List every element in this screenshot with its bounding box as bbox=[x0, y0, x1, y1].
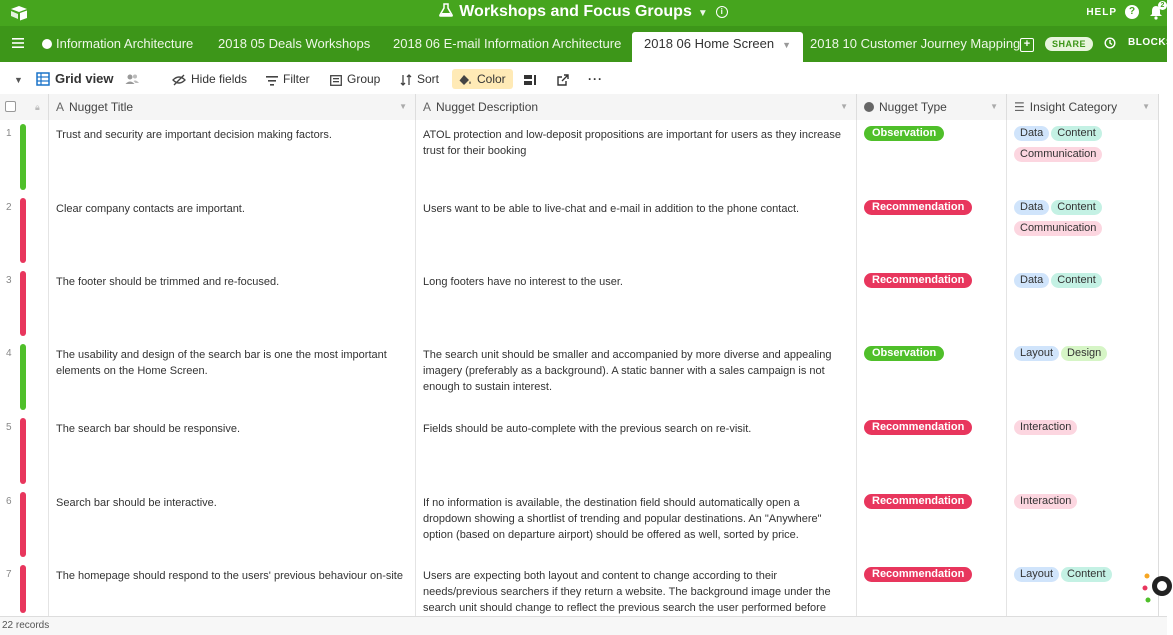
category-tag: Content bbox=[1051, 126, 1102, 141]
type-cell[interactable] bbox=[856, 120, 1007, 194]
description-cell[interactable] bbox=[415, 267, 857, 340]
table-tabs bbox=[0, 26, 1173, 62]
nugget-description: Users want to be able to live-chat and e-mail in addition to the phone contact. bbox=[423, 203, 800, 215]
description-cell[interactable] bbox=[415, 414, 857, 488]
row-color-stripe bbox=[20, 271, 26, 336]
chevron-down-icon[interactable]: ▼ bbox=[990, 102, 998, 111]
type-tag: Observation bbox=[864, 126, 944, 141]
tab-label: 2018 10 Customer Journey Mapping bbox=[810, 36, 1021, 51]
category-tag: Communication bbox=[1014, 147, 1102, 162]
app-header bbox=[0, 0, 1167, 26]
description-cell[interactable] bbox=[415, 488, 857, 561]
row-color-stripe bbox=[20, 124, 26, 190]
color-label: Color bbox=[477, 72, 506, 86]
row-number: 2 bbox=[6, 202, 12, 213]
category-tag: Content bbox=[1061, 567, 1112, 582]
title-cell[interactable] bbox=[48, 267, 416, 340]
tab-information-architecture[interactable] bbox=[42, 34, 193, 62]
description-cell[interactable] bbox=[415, 340, 857, 414]
category-tag: Interaction bbox=[1014, 420, 1077, 435]
type-cell[interactable] bbox=[856, 488, 1007, 561]
hide-fields-label: Hide fields bbox=[191, 72, 248, 86]
nugget-description: ATOL protection and low-deposit propositions are important for users as they increase trust for their booking bbox=[423, 129, 842, 157]
base-title[interactable] bbox=[0, 3, 1167, 21]
row-number: 3 bbox=[6, 275, 12, 286]
nugget-title: Trust and security are important decision making factors. bbox=[56, 129, 332, 141]
table-row[interactable] bbox=[0, 120, 1167, 195]
type-cell[interactable] bbox=[856, 340, 1007, 414]
view-name: Grid view bbox=[55, 71, 114, 86]
chevron-down-icon[interactable]: ▼ bbox=[840, 102, 848, 111]
hide-fields-button[interactable] bbox=[172, 69, 247, 89]
title-cell[interactable] bbox=[48, 488, 416, 561]
grid-footer bbox=[0, 616, 1167, 635]
lock-icon: 🔒︎ bbox=[35, 102, 40, 112]
category-cell[interactable] bbox=[1006, 120, 1159, 194]
row-color-stripe bbox=[20, 565, 26, 613]
tab-customer-journey[interactable] bbox=[810, 34, 1020, 62]
category-cell[interactable] bbox=[1006, 414, 1159, 488]
help-label[interactable]: HELP bbox=[1086, 7, 1117, 18]
title-cell[interactable] bbox=[48, 120, 416, 194]
info-icon[interactable]: i bbox=[716, 6, 728, 18]
single-select-icon bbox=[864, 102, 874, 112]
filter-label: Filter bbox=[283, 72, 310, 86]
collaborators-icon[interactable] bbox=[124, 69, 145, 89]
row-index-cell[interactable] bbox=[0, 340, 49, 414]
paint-bucket-icon bbox=[459, 74, 472, 86]
category-tag: Content bbox=[1051, 200, 1102, 215]
tab-label: 2018 05 Deals Workshops bbox=[218, 36, 371, 51]
scroll-edge bbox=[1158, 94, 1168, 616]
title-cell[interactable] bbox=[48, 561, 416, 617]
more-options-icon[interactable]: ··· bbox=[588, 72, 603, 86]
nugget-description: Fields should be auto-complete with the previous search on re-visit. bbox=[423, 423, 752, 435]
nugget-title: Clear company contacts are important. bbox=[56, 203, 245, 215]
category-cell[interactable] bbox=[1006, 267, 1159, 340]
record-count: 22 records bbox=[2, 620, 50, 631]
category-tag: Layout bbox=[1014, 567, 1059, 582]
notification-badge: 2 bbox=[1158, 1, 1167, 10]
group-icon bbox=[330, 75, 342, 86]
help-icon[interactable]: ? bbox=[1125, 5, 1139, 19]
circle-icon bbox=[42, 39, 52, 49]
row-number: 7 bbox=[6, 569, 12, 580]
category-tag: Data bbox=[1014, 273, 1049, 288]
multi-select-icon: ☰ bbox=[1014, 100, 1025, 114]
blocks-label: BLOCKS bbox=[1128, 37, 1173, 48]
chevron-down-icon[interactable]: ▼ bbox=[697, 8, 708, 19]
grid-icon bbox=[36, 72, 50, 86]
share-button[interactable]: SHARE bbox=[1045, 37, 1093, 51]
title-cell[interactable] bbox=[48, 414, 416, 488]
blocks-button[interactable] bbox=[1128, 37, 1173, 48]
table-row[interactable] bbox=[0, 267, 1167, 341]
row-color-stripe bbox=[20, 492, 26, 557]
type-cell[interactable] bbox=[856, 414, 1007, 488]
chevron-down-icon[interactable]: ▼ bbox=[399, 102, 407, 111]
row-number: 1 bbox=[6, 128, 12, 139]
description-cell[interactable] bbox=[415, 561, 857, 617]
sort-icon bbox=[400, 74, 412, 86]
menu-icon[interactable] bbox=[12, 37, 24, 49]
row-index-cell[interactable] bbox=[0, 120, 49, 194]
row-color-stripe bbox=[20, 198, 26, 263]
type-cell[interactable] bbox=[856, 561, 1007, 617]
select-all-checkbox[interactable] bbox=[5, 101, 16, 112]
row-index-cell[interactable] bbox=[0, 561, 49, 617]
external-link-icon bbox=[557, 74, 569, 86]
filter-button[interactable] bbox=[266, 69, 310, 89]
share-view-button[interactable] bbox=[557, 69, 574, 89]
text-field-icon: A bbox=[423, 100, 432, 114]
type-tag: Recommendation bbox=[864, 273, 972, 288]
select-all-cell bbox=[0, 94, 49, 120]
chevron-down-icon[interactable]: ▼ bbox=[1142, 102, 1150, 111]
category-tag: Design bbox=[1061, 346, 1107, 361]
nugget-title: The footer should be trimmed and re-focused. bbox=[56, 276, 280, 288]
column-header-title[interactable] bbox=[48, 94, 416, 120]
nugget-description: Users are expecting both layout and content to change according to their needs/previous searchers if they return a website. The background image under the search unit should change to reflect the previous search the user performed before bbox=[423, 570, 831, 614]
tab-label: Information Architecture bbox=[56, 36, 194, 51]
type-tag: Recommendation bbox=[864, 420, 972, 435]
collapse-toggle-icon[interactable]: ▼ bbox=[14, 75, 23, 85]
type-tag: Recommendation bbox=[864, 200, 972, 215]
category-tag: Content bbox=[1051, 273, 1102, 288]
tab-label: 2018 06 E-mail Information Architecture bbox=[393, 36, 622, 51]
description-cell[interactable] bbox=[415, 120, 857, 194]
view-toolbar bbox=[0, 62, 1167, 95]
grid-header bbox=[0, 94, 1167, 121]
chat-support-icon[interactable] bbox=[1142, 568, 1168, 608]
row-index-cell[interactable] bbox=[0, 267, 49, 340]
type-tag: Observation bbox=[864, 346, 944, 361]
category-cell[interactable] bbox=[1006, 561, 1159, 617]
category-cell[interactable] bbox=[1006, 194, 1159, 267]
row-color-stripe bbox=[20, 418, 26, 484]
tab-email-ia[interactable] bbox=[393, 34, 621, 62]
filter-icon bbox=[266, 76, 278, 86]
table-row[interactable] bbox=[0, 340, 1167, 415]
nugget-title: Search bar should be interactive. bbox=[56, 497, 217, 509]
nugget-description: If no information is available, the destination field should automatically open a dropdown showing a shortlist of trending and popular destinations. An "Anywhere" option (based on departure airport) should be offered as well, sorted by price. bbox=[423, 497, 822, 541]
row-height-button[interactable] bbox=[524, 69, 541, 89]
nugget-description: Long footers have no interest to the user. bbox=[423, 276, 623, 288]
tab-deals-workshops[interactable] bbox=[218, 34, 370, 62]
tab-home-screen[interactable] bbox=[632, 32, 803, 62]
sort-button[interactable] bbox=[400, 69, 439, 89]
hide-eye-icon bbox=[172, 74, 186, 86]
people-icon bbox=[124, 72, 140, 86]
table-row[interactable] bbox=[0, 488, 1167, 562]
sort-label: Sort bbox=[417, 72, 440, 86]
group-label: Group bbox=[347, 72, 381, 86]
history-icon[interactable] bbox=[1104, 37, 1116, 49]
row-number: 4 bbox=[6, 348, 12, 359]
text-field-icon: A bbox=[56, 100, 65, 114]
table-row[interactable] bbox=[0, 194, 1167, 268]
table-row[interactable] bbox=[0, 561, 1167, 618]
tab-label: 2018 06 Home Screen bbox=[644, 36, 775, 51]
row-index-cell[interactable] bbox=[0, 194, 49, 267]
description-cell[interactable] bbox=[415, 194, 857, 267]
column-title-label: Nugget Title bbox=[69, 100, 134, 114]
column-header-description[interactable] bbox=[415, 94, 857, 120]
nugget-title: The homepage should respond to the users' previous behaviour on-site bbox=[56, 570, 403, 582]
row-height-icon bbox=[524, 74, 536, 86]
row-number: 5 bbox=[6, 422, 12, 433]
title-cell[interactable] bbox=[48, 340, 416, 414]
view-switcher[interactable] bbox=[36, 69, 114, 89]
column-category-label: Insight Category bbox=[1029, 100, 1118, 114]
row-index-cell[interactable] bbox=[0, 488, 49, 561]
column-header-type[interactable] bbox=[856, 94, 1007, 120]
category-tag: Layout bbox=[1014, 346, 1059, 361]
type-cell[interactable] bbox=[856, 194, 1007, 267]
type-cell[interactable] bbox=[856, 267, 1007, 340]
category-tag: Communication bbox=[1014, 221, 1102, 236]
category-tag: Interaction bbox=[1014, 494, 1077, 509]
category-tag: Data bbox=[1014, 200, 1049, 215]
column-header-category[interactable] bbox=[1006, 94, 1159, 120]
table-row[interactable] bbox=[0, 414, 1167, 489]
base-title-text: Workshops and Focus Groups bbox=[459, 3, 692, 20]
add-table-button[interactable]: + bbox=[1020, 38, 1034, 52]
row-color-stripe bbox=[20, 344, 26, 410]
type-tag: Recommendation bbox=[864, 567, 972, 582]
chevron-down-icon[interactable]: ▼ bbox=[782, 40, 792, 50]
category-cell[interactable] bbox=[1006, 488, 1159, 561]
row-number: 6 bbox=[6, 496, 12, 507]
column-description-label: Nugget Description bbox=[436, 100, 539, 114]
nugget-title: The search bar should be responsive. bbox=[56, 423, 241, 435]
row-index-cell[interactable] bbox=[0, 414, 49, 488]
color-button[interactable] bbox=[452, 69, 513, 89]
nugget-description: The search unit should be smaller and accompanied by more diverse and appealing imagery (preferably as a background). A static banner with a sales campaign is not enough to sustain interest. bbox=[423, 349, 832, 393]
nugget-title: The usability and design of the search bar is one the most important elements on the Home Screen. bbox=[56, 349, 387, 377]
column-type-label: Nugget Type bbox=[879, 100, 947, 114]
group-button[interactable] bbox=[330, 69, 380, 89]
flask-icon bbox=[439, 3, 453, 17]
type-tag: Recommendation bbox=[864, 494, 972, 509]
title-cell[interactable] bbox=[48, 194, 416, 267]
category-tag: Data bbox=[1014, 126, 1049, 141]
category-cell[interactable] bbox=[1006, 340, 1159, 414]
